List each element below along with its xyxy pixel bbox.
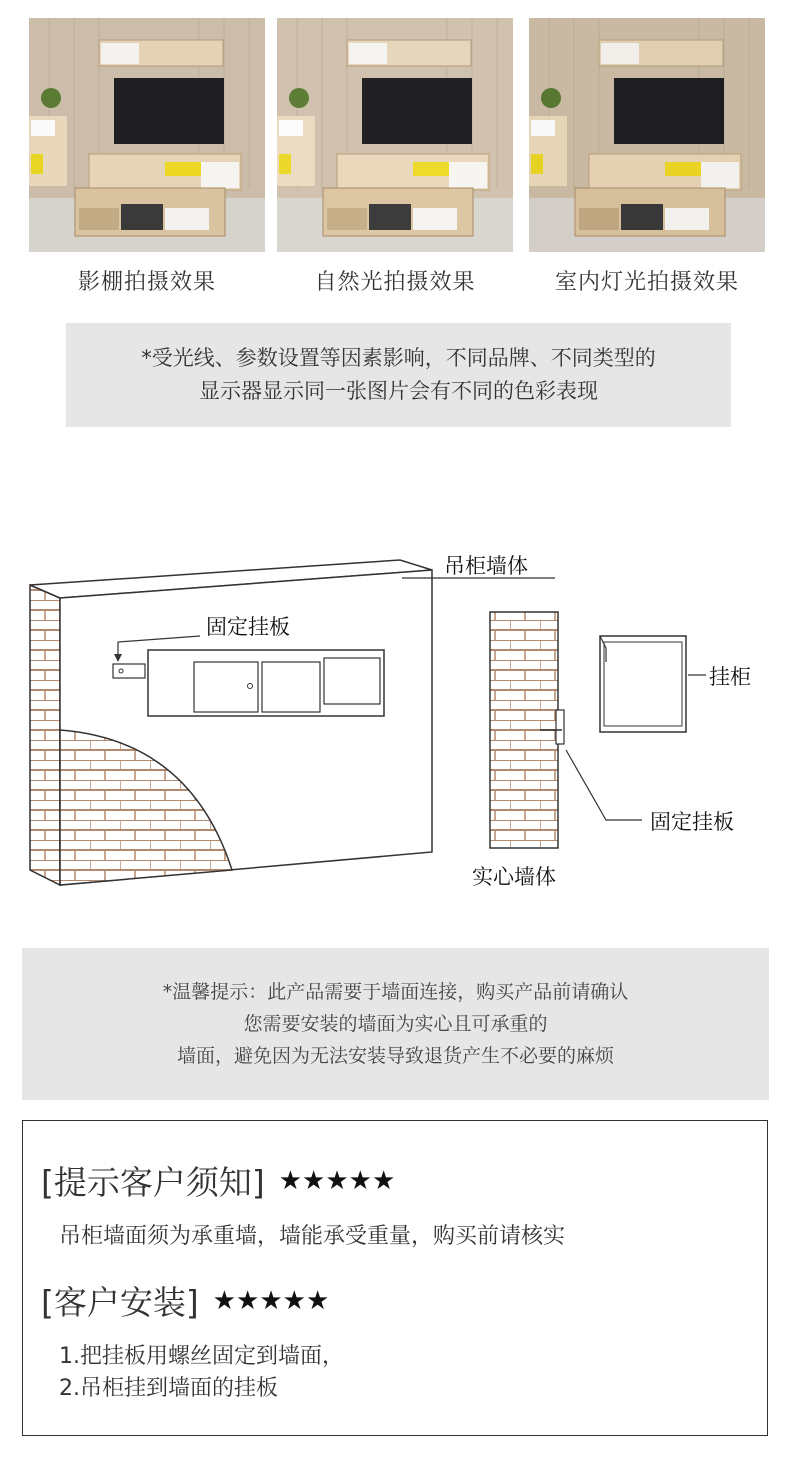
color-disclaimer-line-2: 显示器显示同一张图片会有不同的色彩表现 bbox=[199, 379, 598, 403]
installation-step-2: 2.吊柜挂到墙面的挂板 bbox=[59, 1376, 278, 1401]
living-room-photo bbox=[29, 18, 265, 252]
photo-caption-studio: 影棚拍摄效果 bbox=[77, 270, 216, 295]
label-hanging-cabinet: 挂柜 bbox=[709, 665, 751, 689]
label-solid-wall: 实心墙体 bbox=[472, 865, 556, 889]
customer-notice-box bbox=[22, 1120, 768, 1436]
warm-tip-line-1: *温馨提示：此产品需要于墙面连接，购买产品前请确认 bbox=[162, 981, 629, 1003]
installation-heading bbox=[41, 1277, 329, 1324]
installation-title: [客户安装] bbox=[41, 1283, 199, 1322]
living-room-photo bbox=[277, 18, 513, 252]
customer-notice-text: 吊柜墙面须为承重墙，墙能承受重量，购买前请核实 bbox=[59, 1224, 566, 1249]
photo-caption-indoor-light: 室内灯光拍摄效果 bbox=[554, 270, 739, 295]
warm-tip-line-2: 您需要安装的墙面为实心且可承重的 bbox=[243, 1013, 548, 1035]
product-photo-indoor-light bbox=[529, 18, 765, 252]
product-photo-studio bbox=[29, 18, 265, 252]
star-rating-icon: ★★★★★ bbox=[212, 1285, 330, 1316]
star-rating-icon: ★★★★★ bbox=[278, 1165, 396, 1196]
photo-caption-natural-light: 自然光拍摄效果 bbox=[314, 270, 476, 295]
wall-mount-illustration bbox=[0, 540, 790, 900]
living-room-photo bbox=[529, 18, 765, 252]
installation-step-1: 1.把挂板用螺丝固定到墙面， bbox=[59, 1344, 344, 1369]
warm-tip-box bbox=[22, 948, 769, 1100]
label-mount-board-detail: 固定挂板 bbox=[650, 810, 734, 834]
label-mount-board: 固定挂板 bbox=[206, 615, 290, 639]
product-photo-natural-light bbox=[277, 18, 513, 252]
color-disclaimer-box bbox=[66, 323, 731, 427]
warm-tip-line-3: 墙面，避免因为无法安装导致退货产生不必要的麻烦 bbox=[176, 1045, 614, 1067]
installation-diagram bbox=[0, 540, 790, 900]
customer-notice-title: [提示客户须知] bbox=[41, 1163, 265, 1202]
label-cabinet-wall: 吊柜墙体 bbox=[444, 554, 528, 578]
customer-notice-heading bbox=[41, 1157, 395, 1204]
color-disclaimer-line-1: *受光线、参数设置等因素影响，不同品牌、不同类型的 bbox=[141, 346, 656, 370]
